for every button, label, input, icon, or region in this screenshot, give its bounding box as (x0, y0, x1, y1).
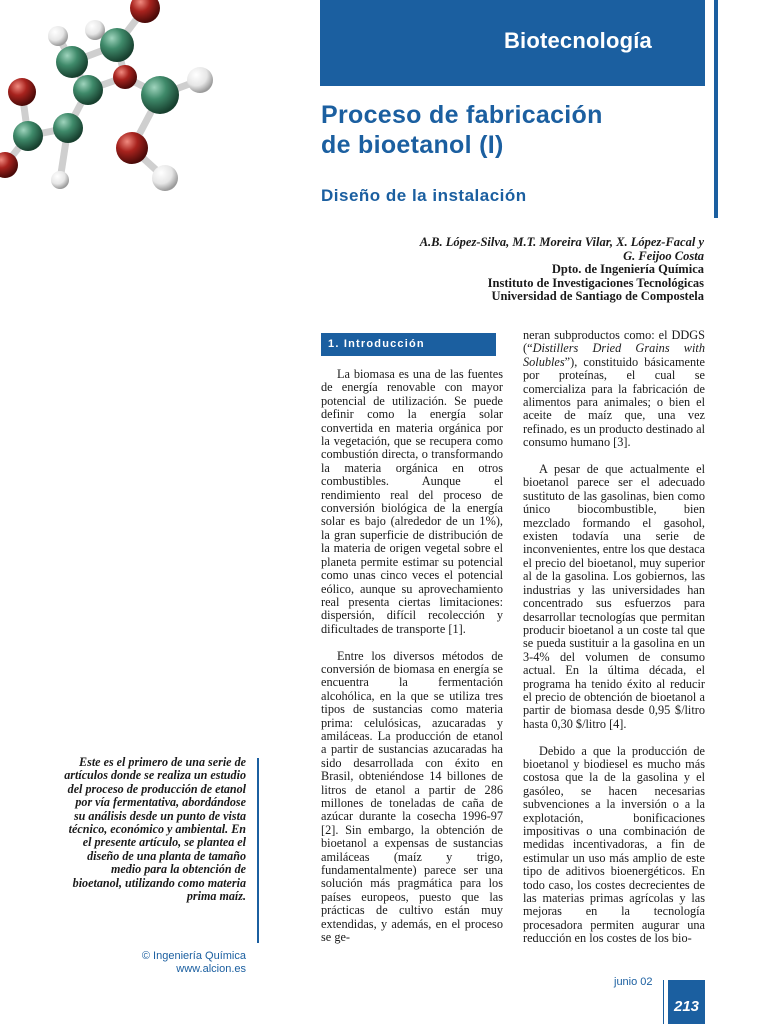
affiliation-institute: Instituto de Investigaciones Tecnológicas (487, 275, 704, 290)
paragraph: Entre los diversos métodos de conversión de biomasa en energía se encuentra la fermentación alcohólica, en la que se utiliza tres tipos de sustancias como materia prima: celulósicas, azucaradas y amiláceas. La producción de etanol a partir de sustancias azucaradas ha sido desarrollada con éxito en Brasil, obteniéndose 14 billones de litros de etanol a partir de 286 millones de toneladas de caña de azúcar durante la cosecha 1996-97 [2]. Sin embargo, la obtención de bioetanol a expensas de sustancias amiláceas (maíz y trigo, fundamentalmente) parece ser una solución más pragmática para los países europeos, puesto que las prácticas de cultivo están muy extendidas, y además, en el proceso se ge- (321, 648, 503, 945)
page-number: 213 (668, 980, 705, 1024)
sidebar-rule (257, 758, 259, 943)
body-column-2 (523, 329, 705, 946)
publisher-name: © Ingeniería Química (141, 950, 246, 962)
section-heading-introduction: 1. Introducción (321, 333, 496, 356)
article-title (321, 100, 706, 160)
title-line-2: de bioetanol (I) (321, 131, 504, 159)
paragraph: A pesar de que actualmente el bioetanol parece ser el adecuado sustituto de las gasolinas, bien como único biocombustible, bien mezclado formando el gasohol, existen todavía una serie de inconvenientes, entre los que destaca el precio del bioetanol, muy superior al de la gasolina. Los gobiernos, las industrias y las universidades han concentrado sus esfuerzos para desarrollar tecnologías que permitan producir bioetanol a un coste tal que se pueda sustituir a la gasolina en un 3-4% del volumen de consumo actual. En la última década, el programa ha tenido éxito al reducir el precio de obtención de bioetanol a partir de biomasa desde 0,95 $/litro hasta 0,30 $/litro [4]. (523, 462, 705, 731)
footer-rule (663, 980, 664, 1024)
section-title: Biotecnología (503, 28, 652, 53)
publisher-credit (142, 950, 246, 976)
publisher-website: www.alcion.es (176, 963, 246, 975)
authors-line-2: G. Feijoo Costa (623, 248, 704, 263)
issue-date: junio 02 (614, 976, 653, 988)
article-subtitle: Diseño de la instalación (321, 186, 527, 205)
title-vertical-rule (714, 0, 718, 218)
affiliation-university: Universidad de Santiago de Compostela (491, 289, 704, 303)
paragraph: Debido a que la producción de bioetanol y biodiesel es mucho más costosa que la de la gasolina y el gasóleo, se hacen necesarias subvenciones a la inversión o a la explotación, bonificaciones impositivas o una combinación de medidas incentivadoras, a fin de estimular un uso más amplio de este tipo de aditivos bioenergéticos. En todo caso, los costes decrecientes de las materias primas agrícolas y las mejoras en la tecnología procesadora permiten augurar una reducción en los costes de los bio- (523, 743, 705, 946)
text-run: ”), constituido básicamente por proteínas, el cual se comercializa para la fabricación de alimentos para animales; o bien el aceite de maíz que, una vez refinado, es un producto destinado al consumo humano [3]. (523, 354, 705, 450)
molecule-illustration (0, 0, 260, 200)
authors-line-1: A.B. López-Silva, M.T. Moreira Vilar, X. López-Facal y (419, 235, 704, 249)
title-line-1: Proceso de fabricación (321, 101, 603, 129)
ddgs-term: Distillers Dried Grains with Solubles (523, 341, 705, 369)
affiliation-department: Dpto. de Ingeniería Química (551, 262, 704, 276)
byline (344, 236, 704, 304)
sidebar-abstract: Este es el primero de una serie de artículos donde se realiza un estudio del proceso de producción de etanol por vía fermentativa, abordándose su análisis desde un punto de vista técnico, económico y ambiental. En el presente artículo, se plantea el diseño de una planta de tamaño medio para la obtención de bioetanol, utilizando como materia prima maíz. (64, 755, 246, 904)
paragraph: La biomasa es una de las fuentes de energía renovable con mayor potencial de utilización. Se puede definir como la energía solar convertida en materia orgánica por la vegetación, que se recupera como combustión directa, o transformando la materia orgánica en otros combustibles. Aunque el rendimiento real del proceso de conversión biológica de la energía solar es bajo (alrededor de un 1%), la gran superficie de distribución de la materia de origen vegetal sobre el planeta permite estimar su potencial como unas cinco veces el potencial eólico, aunque su aprovechamiento real presenta ciertas limitaciones: dispersión, difícil recolección y dificultades de transporte [1]. (321, 367, 503, 636)
body-column-1 (321, 368, 503, 944)
paragraph-continued (523, 329, 705, 450)
text-run: neran subproductos como: el DDGS (“ (523, 328, 705, 356)
